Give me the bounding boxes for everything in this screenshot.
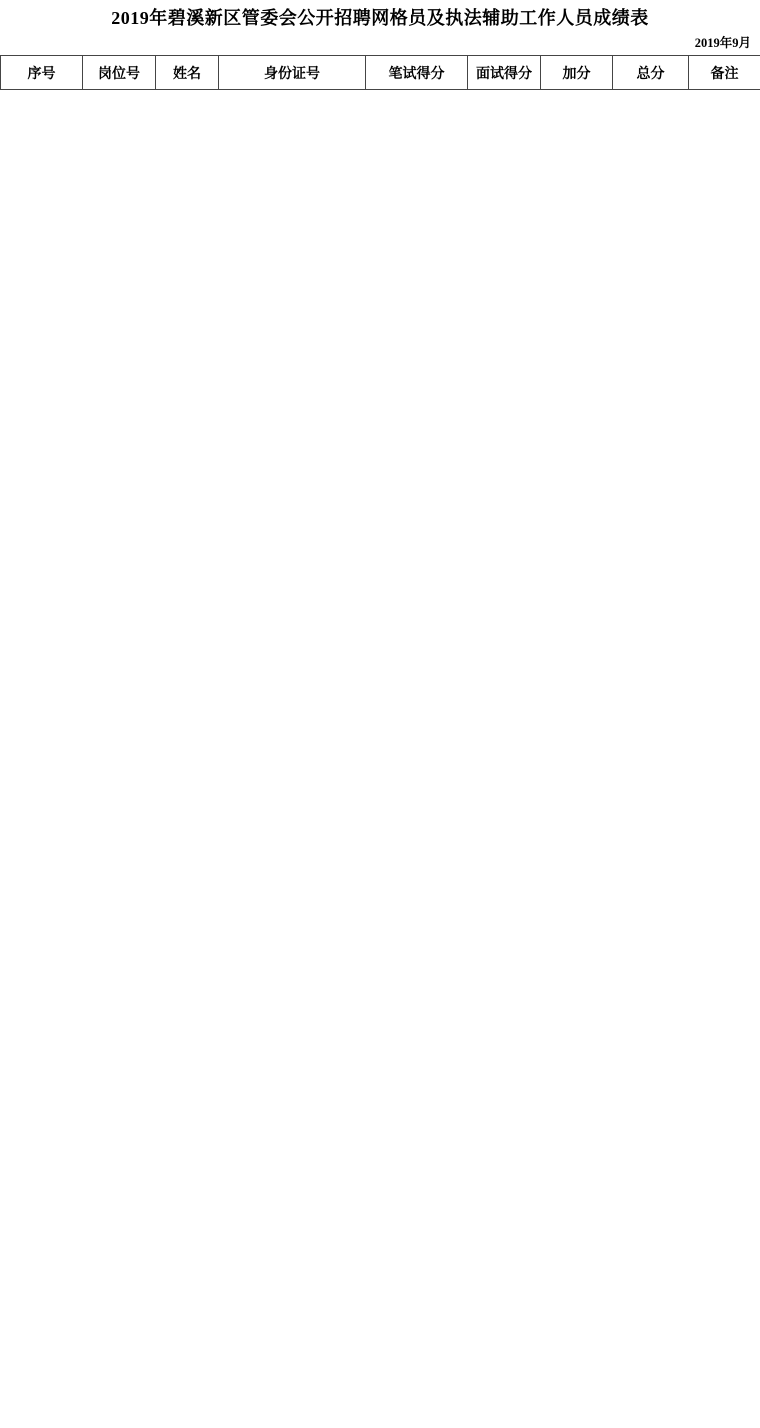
col-header-interview: 面试得分 xyxy=(468,56,541,90)
date-label: 2019年9月 xyxy=(694,36,751,50)
col-header-serial: 序号 xyxy=(1,56,83,90)
col-header-bonus: 加分 xyxy=(541,56,613,90)
col-header-name: 姓名 xyxy=(156,56,219,90)
col-header-position: 岗位号 xyxy=(83,56,156,90)
score-table xyxy=(0,55,760,90)
col-header-remark: 备注 xyxy=(689,56,760,90)
header-row xyxy=(1,56,760,90)
col-header-id: 身份证号 xyxy=(219,56,366,90)
col-header-written: 笔试得分 xyxy=(366,56,468,90)
col-header-total: 总分 xyxy=(613,56,689,90)
page-title: 2019年碧溪新区管委会公开招聘网格员及执法辅助工作人员成绩表 xyxy=(111,8,649,28)
